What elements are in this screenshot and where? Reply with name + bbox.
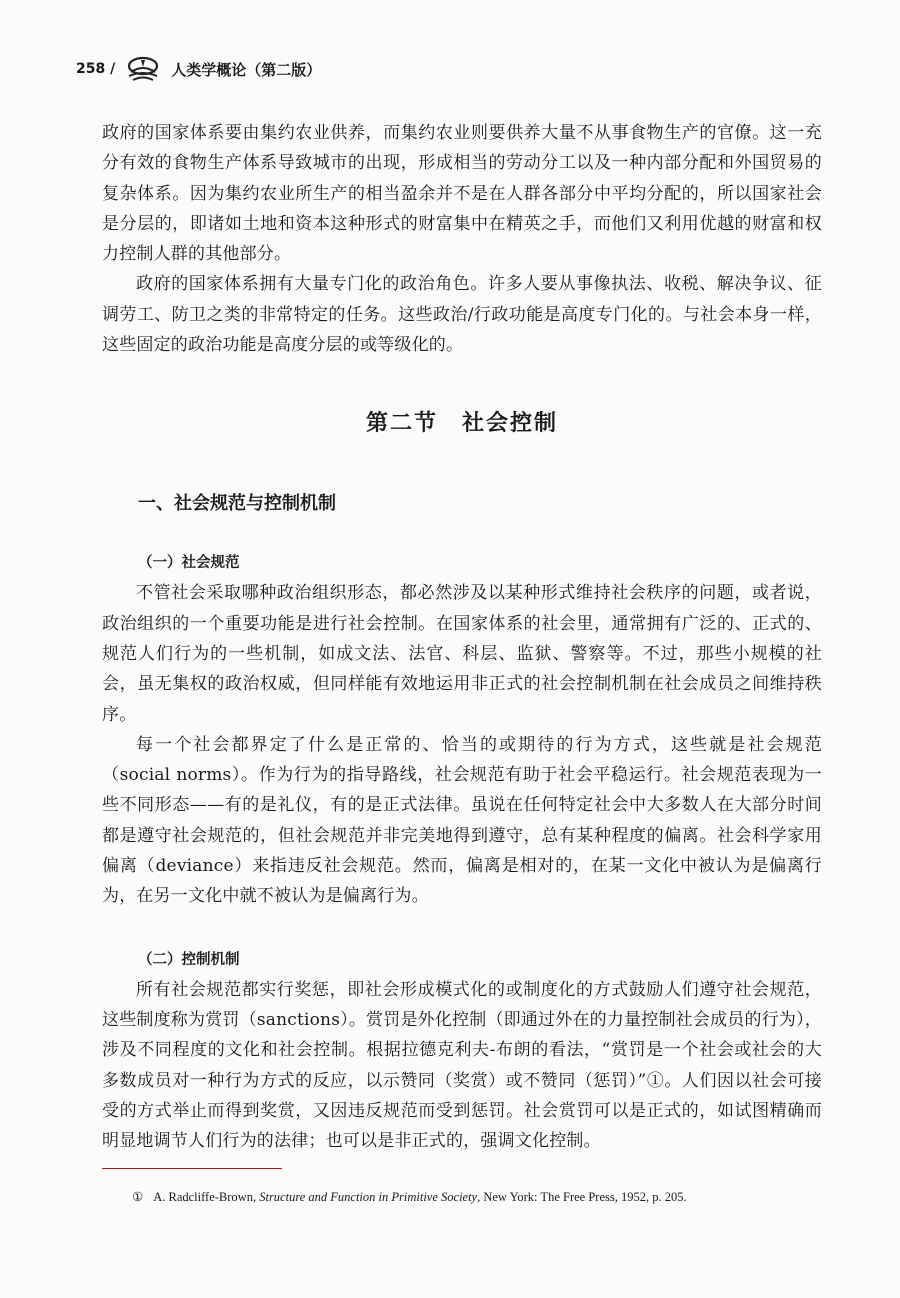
footnote-title: Structure and Function in Primitive Society: [259, 1190, 478, 1204]
paragraph: 政府的国家体系拥有大量专门化的政治角色。许多人要从事像执法、收税、解决争议、征调劳工、防卫之类的非常特定的任务。这些政治/行政功能是高度专门化的。与社会本身一样，这些固定的政治功能是高度分层的或等级化的。: [102, 274, 822, 356]
section-title: 第二节 社会控制: [365, 411, 558, 437]
footnote-divider: [102, 1168, 282, 1169]
paragraph: 每一个社会都界定了什么是正常的、恰当的或期待的行为方式，这些就是社会规范（social norms）。作为行为的指导路线，社会规范有助于社会平稳运行。社会规范表现为一些不同形态——有的是礼仪，有的是正式法律。虽说在任何特定社会中大多数人在大部分时间都是遵守社会规范的，但社会规范并非完美地得到遵守，总有某种程度的偏离。社会科学家用偏离（deviance）来指违反社会规范。然而，偏离是相对的，在某一文化中被认为是偏离行为，在另一文化中就不被认为是偏离行为。: [102, 734, 822, 907]
page-number: 258 /: [76, 61, 116, 77]
footnote-mark: ①: [132, 1190, 144, 1204]
subsection-heading: （二）控制机制: [138, 951, 240, 968]
subsection-heading: （一）社会规范: [138, 555, 240, 572]
footnote: [132, 1189, 687, 1205]
footnote-publication: , New York: The Free Press, 1952, p. 205.: [477, 1190, 687, 1204]
book-title: 人类学概论（第二版）: [171, 60, 322, 79]
page-body: [102, 118, 822, 1156]
paragraph: 所有社会规范都实行奖惩，即社会形成模式化的或制度化的方式鼓励人们遵守社会规范，这些制度称为赏罚（sanctions）。赏罚是外化控制（即通过外在的力量控制社会成员的行为），涉及不同程度的文化和社会控制。根据拉德克利夫-布朗的看法，“赏罚是一个社会或社会的大多数成员对一种行为方式的反应，以示赞同（奖赏）或不赞同（惩罚）”①。人们因以社会可接受的方式举止而得到奖赏，又因违反规范而受到惩罚。社会赏罚可以是正式的，如试图精确而明显地调节人们行为的法律；也可以是非正式的，强调文化控制。: [102, 979, 822, 1152]
page-header: [76, 56, 321, 82]
subheading: 一、社会规范与控制机制: [138, 493, 336, 515]
publisher-logo-icon: [125, 56, 161, 82]
paragraph: 不管社会采取哪种政治组织形态，都必然涉及以某种形式维持社会秩序的问题，或者说，政治组织的一个重要功能是进行社会控制。在国家体系的社会里，通常拥有广泛的、正式的、规范人们行为的一些机制，如成文法、法官、科层、监狱、警察等。不过，那些小规模的社会，虽无集权的政治权威，但同样能有效地运用非正式的社会控制机制在社会成员之间维持秩序。: [102, 583, 822, 725]
footnote-author: A. Radcliffe-Brown,: [153, 1190, 257, 1204]
paragraph: 政府的国家体系要由集约农业供养，而集约农业则要供养大量不从事食物生产的官僚。这一充分有效的食物生产体系导致城市的出现，形成相当的劳动分工以及一种内部分配和外国贸易的复杂体系。因为集约农业所生产的相当盈余并不是在人群各部分中平均分配的，所以国家社会是分层的，即诸如土地和资本这种形式的财富集中在精英之手，而他们又利用优越的财富和权力控制人群的其他部分。: [102, 123, 822, 265]
